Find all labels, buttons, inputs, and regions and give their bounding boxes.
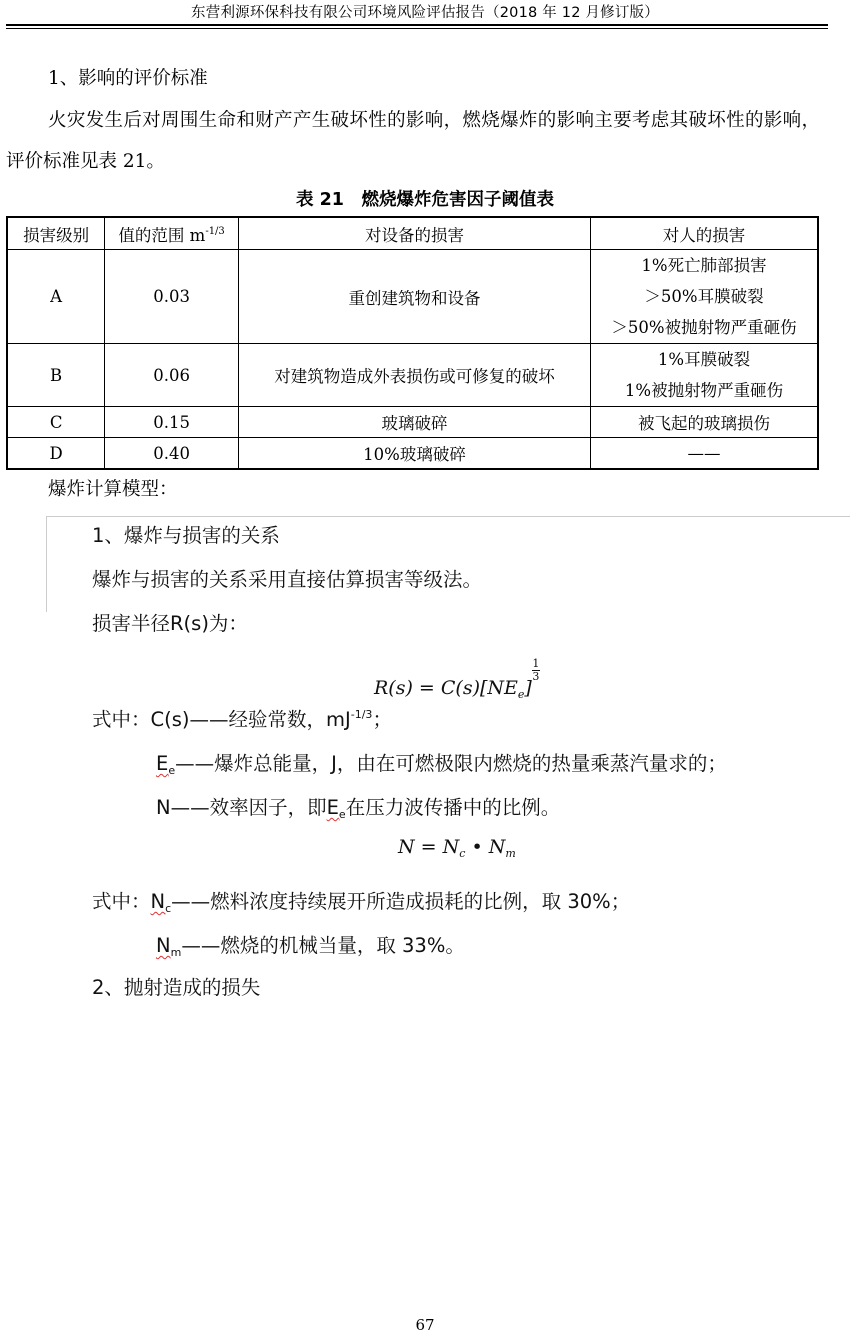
cell-equipment: 重创建筑物和设备 xyxy=(238,250,590,344)
cell-person: —— xyxy=(591,438,818,470)
person-line: 1%耳膜破裂 xyxy=(657,350,751,369)
cs-definition xyxy=(92,704,392,732)
cell-equipment: 玻璃破碎 xyxy=(238,407,590,438)
page-number: 67 xyxy=(415,1316,435,1334)
exponent-fraction xyxy=(532,658,540,683)
nc-sym: N xyxy=(150,890,166,913)
col-header-level: 损害级别 xyxy=(7,217,105,250)
fraction-denominator: 3 xyxy=(532,670,540,683)
header-rule xyxy=(6,24,828,29)
nm-sym: N xyxy=(156,934,171,957)
cell-level: A xyxy=(7,250,105,344)
cell-person xyxy=(591,344,818,407)
ee-symbol xyxy=(156,752,175,775)
table-row xyxy=(7,250,818,344)
col-header-person: 对人的损害 xyxy=(591,217,818,250)
n-ee-symbol xyxy=(327,796,346,819)
section-heading: 1、影响的评价标准 xyxy=(48,68,208,89)
table-header-row xyxy=(7,217,818,250)
nc-symbol xyxy=(151,890,172,913)
efficiency-formula xyxy=(398,836,516,860)
cs-suffix: ； xyxy=(372,708,392,731)
ee-definition xyxy=(156,748,727,777)
model-label: 爆炸计算模型： xyxy=(48,479,178,500)
running-header: 东营利源环保科技有限公司环境风险评估报告（2018 年 12 月修订版） xyxy=(191,5,659,21)
cell-value: 0.15 xyxy=(105,407,239,438)
table-row xyxy=(7,344,818,407)
fraction-numerator: 1 xyxy=(532,657,540,670)
nm-definition xyxy=(156,930,465,959)
formula2-mid: • N xyxy=(465,836,506,858)
threshold-table xyxy=(6,216,819,470)
cell-level: D xyxy=(7,438,105,470)
ee-text: ——爆炸总能量，J，由在可燃极限内燃烧的热量乘蒸汽量求的； xyxy=(175,752,727,775)
formula-close: ] xyxy=(524,677,532,699)
formula-sub-e: e xyxy=(517,688,525,701)
n-definition xyxy=(156,792,560,821)
nm-symbol xyxy=(156,934,181,957)
cell-person xyxy=(591,250,818,344)
table-title: 表 21 燃烧爆炸危害因子阈值表 xyxy=(296,190,554,210)
table-row xyxy=(7,438,818,470)
model-method-line: 爆炸与损害的关系采用直接估算损害等级法。 xyxy=(92,568,483,591)
nm-text: ——燃烧的机械当量，取 33%。 xyxy=(181,934,465,957)
person-line: 1%死亡肺部损害 xyxy=(641,256,767,275)
nm-sub: m xyxy=(170,946,182,959)
screenshot-border-top xyxy=(46,516,850,517)
cell-level: C xyxy=(7,407,105,438)
col-header-value xyxy=(105,217,239,250)
unit-exponent: -1/3 xyxy=(205,225,225,237)
cell-value: 0.06 xyxy=(105,344,239,407)
cell-equipment: 对建筑物造成外表损伤或可修复的破坏 xyxy=(238,344,590,407)
cell-value: 0.40 xyxy=(105,438,239,470)
n-sub: e xyxy=(338,808,346,821)
body-paragraph: 火灾发生后对周围生命和财产产生破坏性的影响，燃烧爆炸的影响主要考虑其破坏性的影响，评价标准见表 21。 xyxy=(6,110,820,172)
ee-sym: E xyxy=(156,752,169,775)
screenshot-border-left xyxy=(46,516,47,612)
nc-definition xyxy=(92,886,630,915)
formula2-sub-c: c xyxy=(459,847,466,860)
cs-prefix: 式中：C(s)——经验常数，mJ xyxy=(92,708,351,731)
value-unit-label: 值的范围 m xyxy=(118,225,206,245)
cell-equipment: 10%玻璃破碎 xyxy=(238,438,590,470)
nc-prefix: 式中： xyxy=(92,890,151,913)
person-line: ＞50%被抛射物严重砸伤 xyxy=(611,318,797,337)
col-header-equipment: 对设备的损害 xyxy=(238,217,590,250)
nc-text: ——燃料浓度持续展开所造成损耗的比例，取 30%； xyxy=(171,890,631,913)
cell-level: B xyxy=(7,344,105,407)
n-suffix: 在压力波传播中的比例。 xyxy=(345,796,561,819)
model-radius-line: 损害半径R(s)为： xyxy=(92,612,248,635)
cell-person: 被飞起的玻璃损伤 xyxy=(591,407,818,438)
person-line: ＞50%耳膜破裂 xyxy=(644,287,764,306)
embedded-screenshot xyxy=(46,516,850,1006)
n-prefix: N——效率因子，即 xyxy=(156,796,327,819)
nc-sub: c xyxy=(165,902,172,915)
radius-formula xyxy=(374,658,540,701)
person-line: 1%被抛射物严重砸伤 xyxy=(624,381,784,400)
cell-value: 0.03 xyxy=(105,250,239,344)
formula2-sub-m: m xyxy=(505,847,516,860)
formula-main: R(s) = C(s)[NE xyxy=(374,677,518,699)
ee-sub: e xyxy=(168,764,176,777)
model-subheading-2: 2、抛射造成的损失 xyxy=(92,976,261,999)
model-subheading: 1、爆炸与损害的关系 xyxy=(92,524,280,547)
table-row xyxy=(7,407,818,438)
cs-exponent: -1/3 xyxy=(350,708,373,721)
formula2-lhs: N = N xyxy=(398,836,460,858)
n-sym: E xyxy=(326,796,339,819)
